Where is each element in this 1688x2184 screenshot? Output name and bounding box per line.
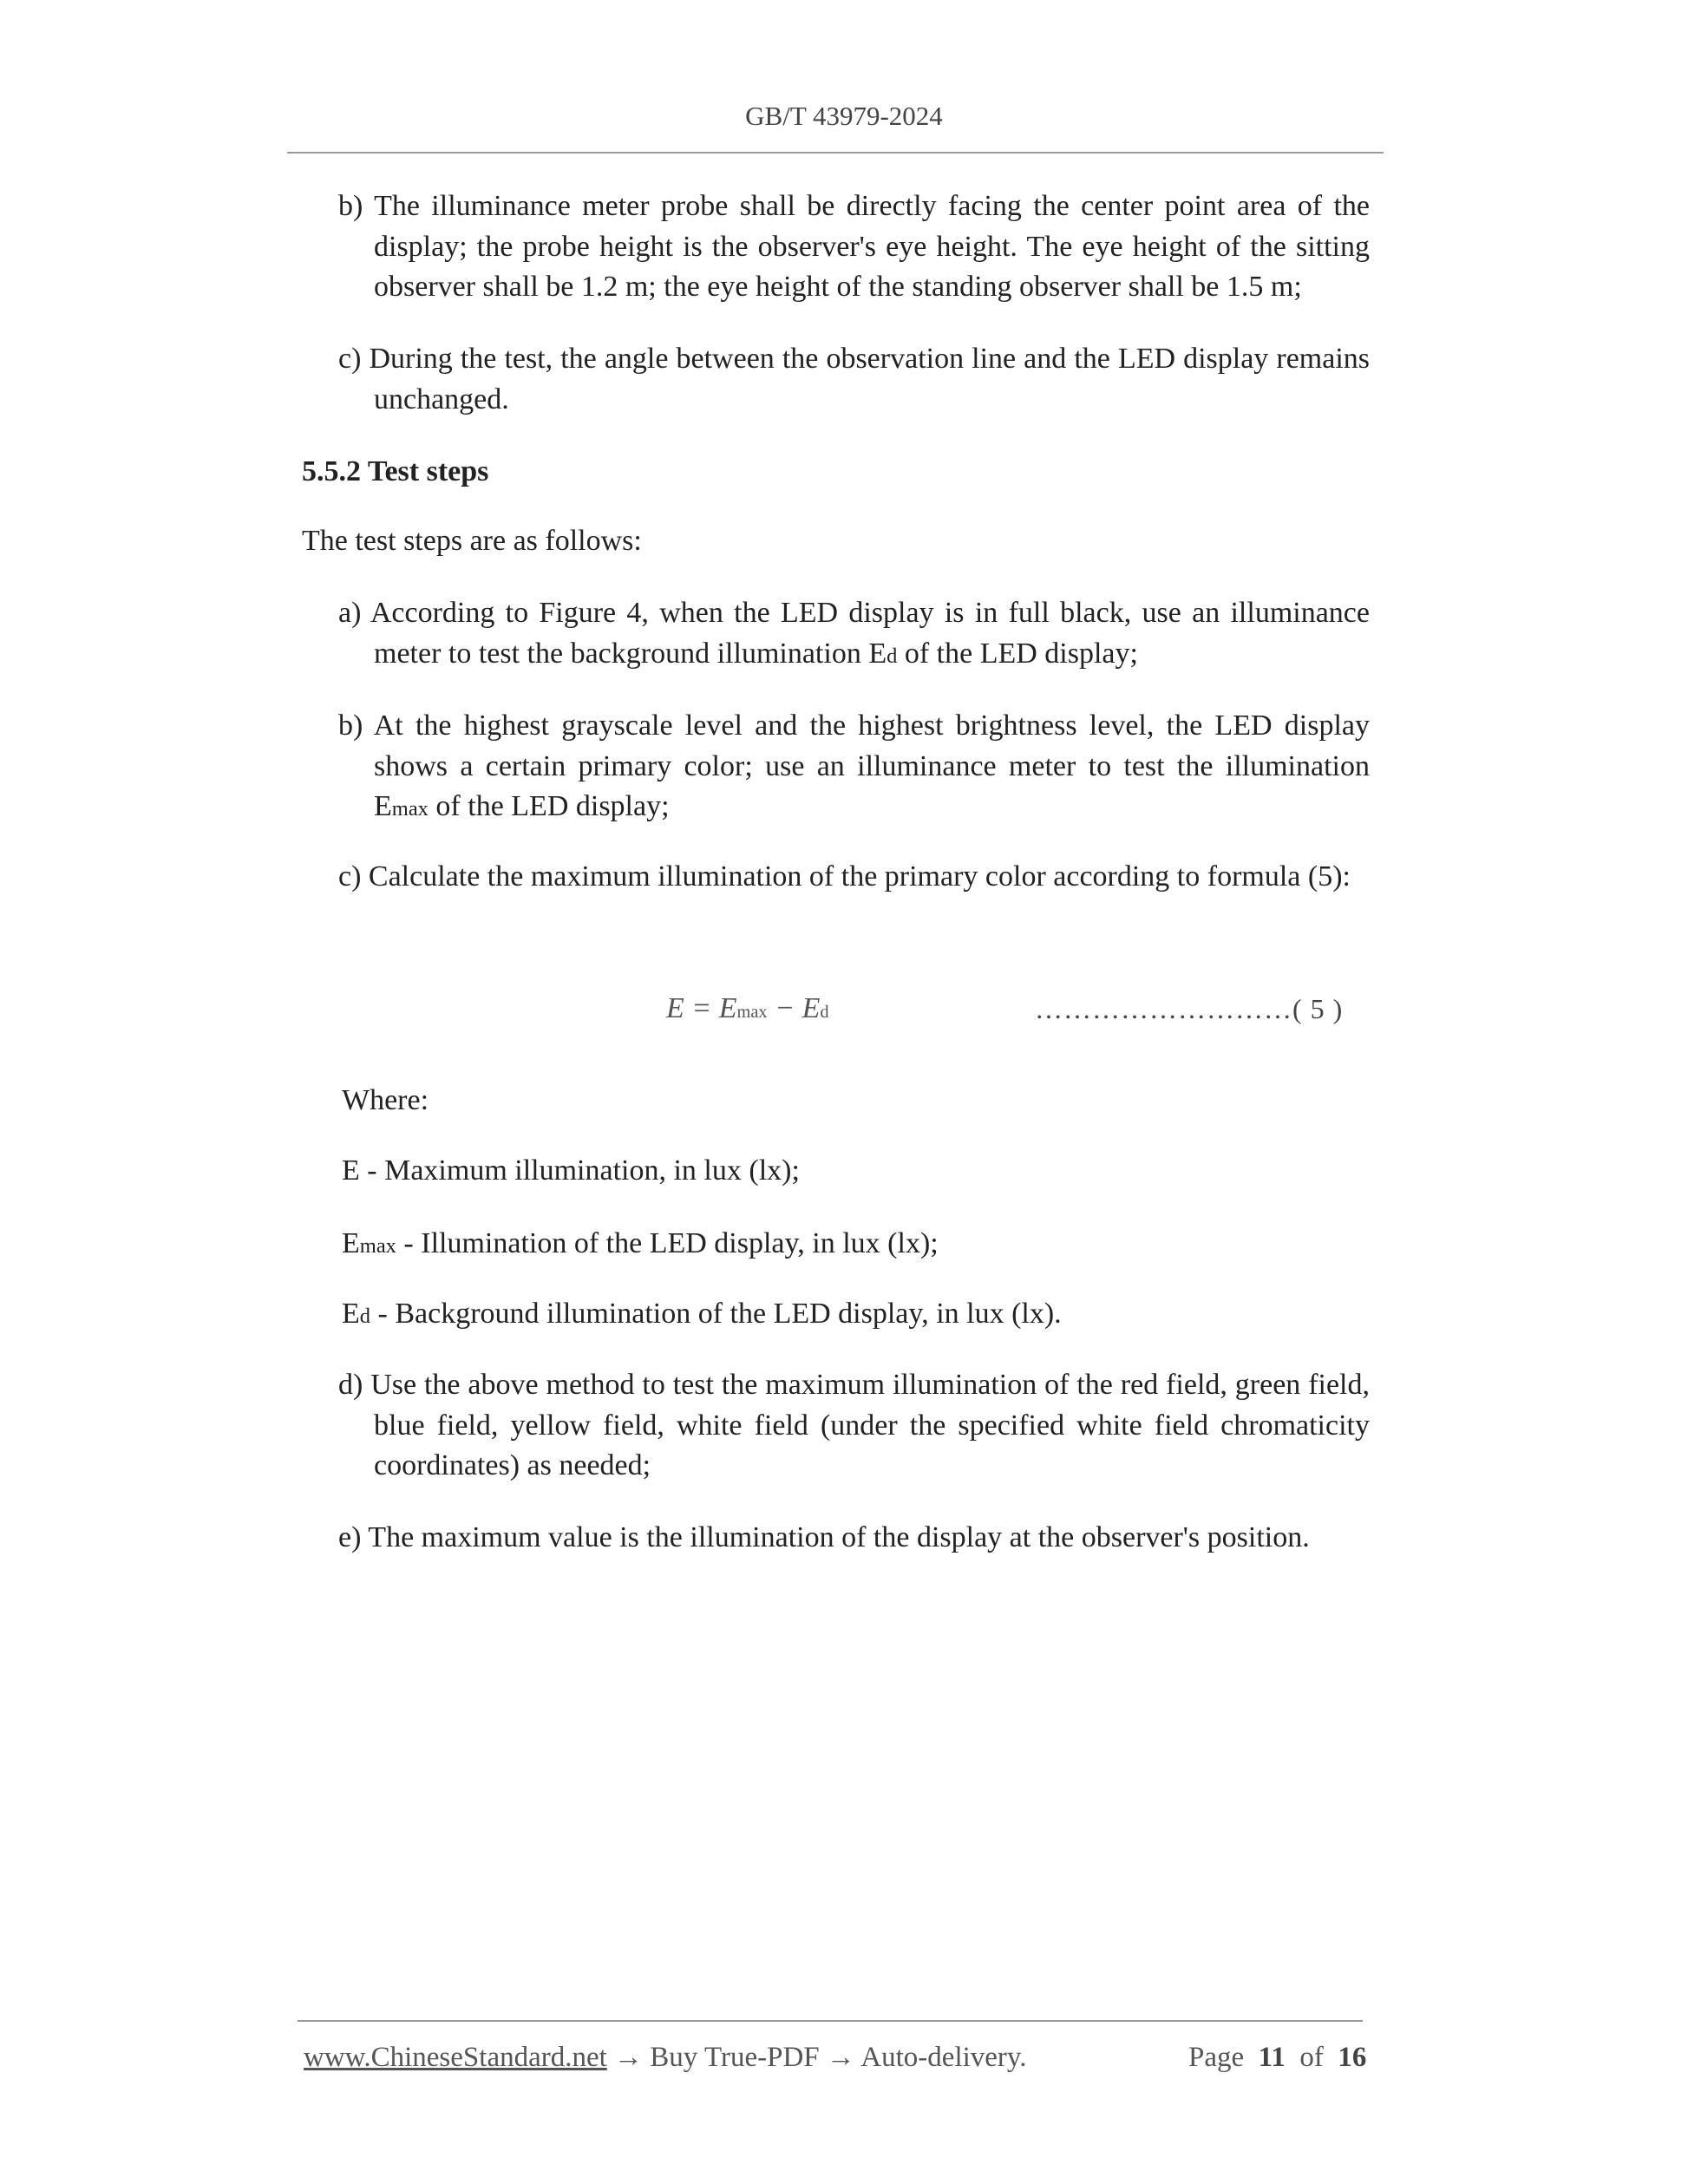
where-label: Where: — [342, 1084, 429, 1116]
step-b — [338, 706, 1370, 830]
step-e: e) The maximum value is the illumination of the display at the observer's position. — [338, 1521, 1310, 1553]
def-symbol: E — [342, 1298, 360, 1330]
step-text: b) At the highest grayscale level and the highest brightness level, the LED display shows a certain primary color; use an illuminance meter to test the illumination E — [338, 709, 1370, 822]
footer-promo — [304, 2038, 1027, 2076]
footer-text: → Buy True-PDF → Auto-delivery. — [606, 2042, 1027, 2073]
step-c: c) Calculate the maximum illumination of the primary color according to formula (5): — [338, 860, 1351, 893]
subscript: d — [887, 644, 898, 668]
def-symbol: E — [342, 1227, 360, 1259]
document-header: GB/T 43979-2024 — [745, 101, 943, 131]
footer-rule — [298, 2020, 1363, 2022]
list-item-c-angle: c) During the test, the angle between the observation line and the LED display remains unchanged. — [338, 343, 1370, 415]
formula-subscript: d — [820, 1003, 829, 1022]
page-of: of — [1299, 2042, 1324, 2073]
site-link[interactable]: www.ChineseStandard.net — [304, 2042, 607, 2073]
step-a — [338, 593, 1370, 677]
def-text: - Illumination of the LED display, in lux (lx); — [396, 1227, 939, 1259]
definition-ed — [342, 1294, 1370, 1337]
def-text: - Maximum illumination, in lux (lx); — [359, 1154, 800, 1187]
list-item-b-probe: b) The illuminance meter probe shall be directly facing the center point area of the display; the probe height is the observer's eye height. The eye height of the sitting observer shall be 1.2 m; the eye height of the standing observer shall be 1.5 m; — [338, 190, 1370, 303]
subscript: d — [359, 1305, 371, 1328]
formula-subscript: max — [736, 1003, 768, 1022]
def-symbol: E — [342, 1154, 360, 1187]
formula-number: ………………………( 5 ) — [1035, 993, 1344, 1024]
def-text: - Background illumination of the LED display, in lux (lx). — [370, 1298, 1062, 1330]
formula-operator: = — [684, 992, 719, 1024]
formula-symbol: E — [801, 992, 821, 1024]
step-text: of the LED display; — [897, 637, 1138, 670]
page-number: 11 — [1258, 2042, 1286, 2073]
page-label: Page — [1188, 2042, 1245, 2073]
step-text: of the LED display; — [428, 790, 670, 822]
subscript: max — [359, 1234, 396, 1258]
subscript: max — [391, 797, 429, 821]
page-total: 16 — [1338, 2042, 1367, 2073]
formula-symbol: E — [718, 992, 737, 1024]
page-indicator — [1188, 2038, 1366, 2076]
definition-emax — [342, 1224, 1370, 1267]
step-d: d) Use the above method to test the maximum illumination of the red field, green field, blue field, yellow field, white field (under the specified white field chromaticity coordinates) as needed; — [338, 1369, 1370, 1481]
section-intro: The test steps are as follows: — [302, 525, 642, 557]
definition-e — [342, 1151, 1370, 1192]
formula-symbol: E — [666, 992, 684, 1024]
section-heading: 5.5.2 Test steps — [302, 455, 489, 487]
formula-5 — [666, 989, 829, 1032]
formula-operator: − — [767, 992, 802, 1024]
header-rule — [287, 152, 1384, 154]
step-text: a) According to Figure 4, when the LED display is in full black, use an illuminance meter to test the background illumination E — [338, 597, 1370, 670]
